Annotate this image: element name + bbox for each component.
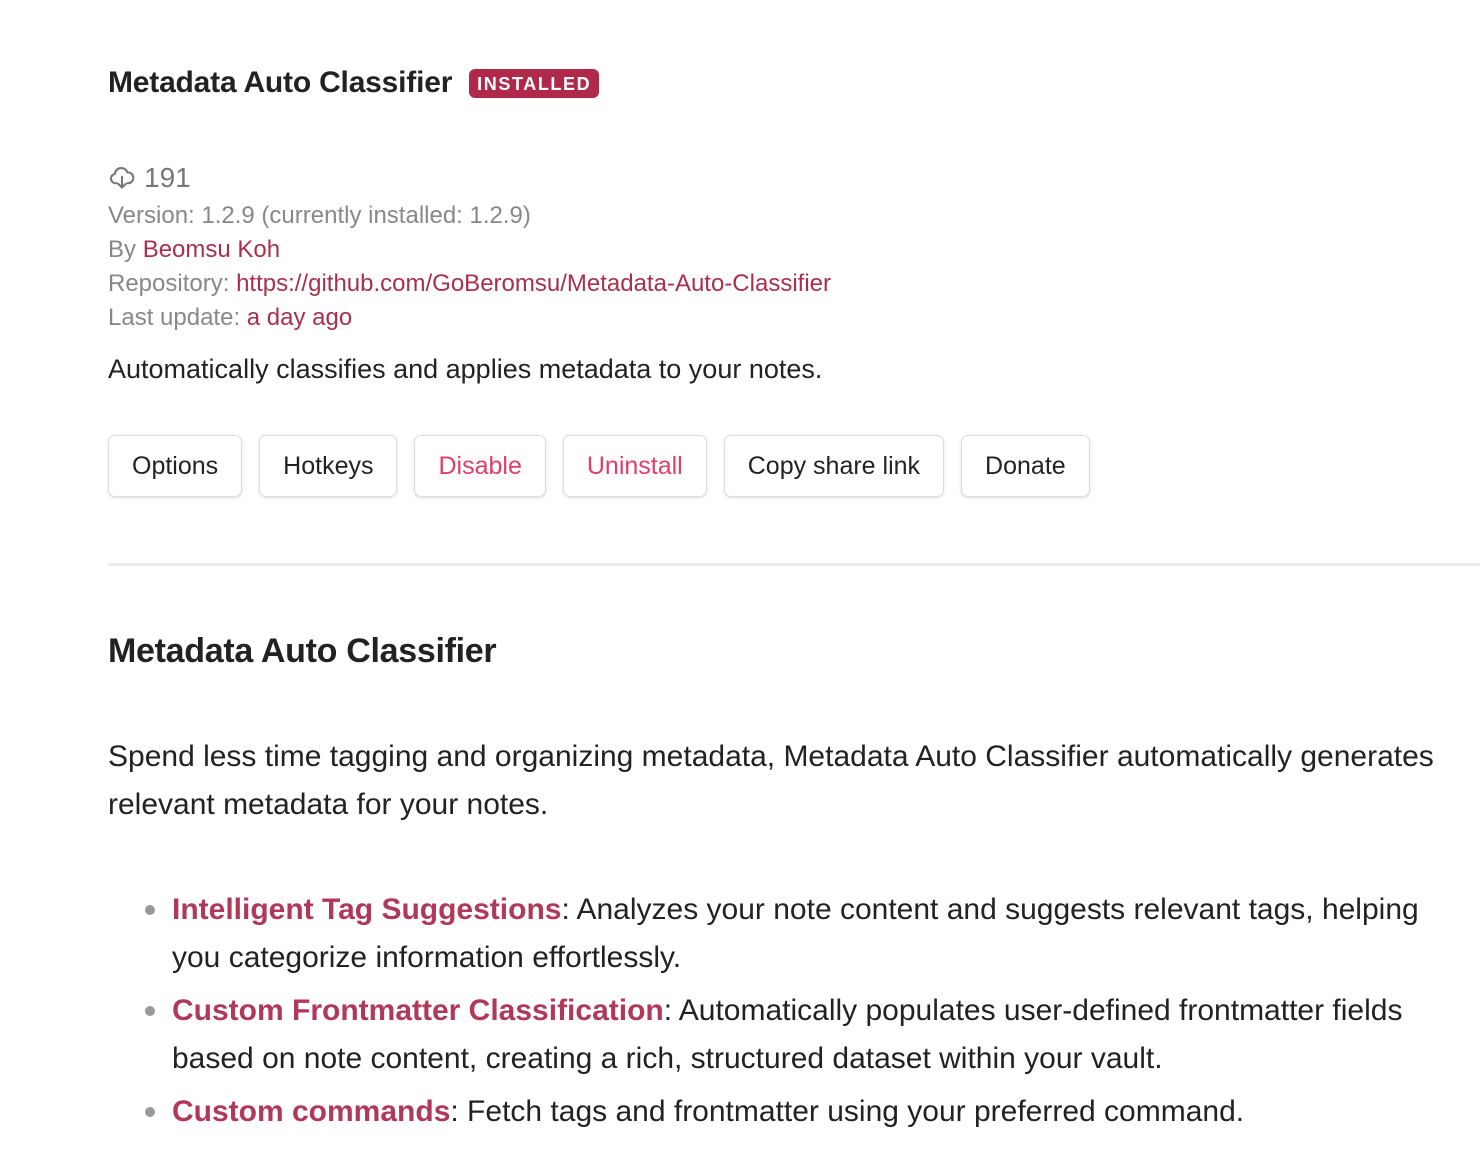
plugin-actions <box>108 435 1090 497</box>
list-item <box>108 1088 1448 1136</box>
installed-badge: INSTALLED <box>469 69 599 98</box>
download-count <box>108 162 191 194</box>
plugin-title: Metadata Auto Classifier <box>108 66 453 99</box>
uninstall-button[interactable]: Uninstall <box>563 435 707 497</box>
list-item <box>108 886 1448 982</box>
bullet-icon <box>145 1107 155 1117</box>
donate-button[interactable]: Donate <box>961 435 1090 497</box>
repository-info <box>108 270 831 298</box>
author-prefix: By <box>108 236 143 263</box>
list-item <box>108 987 1448 1083</box>
readme-intro: Spend less time tagging and organizing metadata, Metadata Auto Classifier automatically generates relevant metadata for your notes. <box>108 740 1434 821</box>
hotkeys-button[interactable]: Hotkeys <box>259 435 397 497</box>
options-button[interactable]: Options <box>108 435 242 497</box>
bullet-icon <box>145 905 155 915</box>
feature-link-custom-commands[interactable]: Custom commands <box>172 1095 451 1128</box>
last-update-label: Last update: <box>108 304 247 331</box>
version-info: Version: 1.2.9 (currently installed: 1.2.9) <box>108 202 531 229</box>
last-update-link[interactable]: a day ago <box>246 304 353 331</box>
repository-link[interactable]: https://github.com/GoBeromsu/Metadata-Auto-Classifier <box>236 270 831 297</box>
feature-text: : Fetch tags and frontmatter using your preferred command. <box>450 1095 1245 1128</box>
feature-list <box>108 886 1448 1141</box>
disable-button[interactable]: Disable <box>414 435 545 497</box>
plugin-description: Automatically classifies and applies metadata to your notes. <box>108 354 823 384</box>
bullet-icon <box>145 1006 155 1016</box>
repository-label: Repository: <box>108 270 237 297</box>
download-count-value: 191 <box>144 162 191 193</box>
author-link[interactable]: Beomsu Koh <box>142 236 281 263</box>
section-divider <box>108 563 1480 566</box>
feature-text: : Automatically populates user-defined frontmatter fields based on note content, creating a rich, structured dataset within your vault. <box>172 994 1403 1075</box>
feature-link-custom-frontmatter-classification[interactable]: Custom Frontmatter Classification <box>172 994 664 1027</box>
cloud-download-icon <box>108 164 136 192</box>
last-update-info <box>108 304 352 332</box>
copy-share-link-button[interactable]: Copy share link <box>724 435 944 497</box>
author-info <box>108 236 280 264</box>
feature-text: : Analyzes your note content and suggests relevant tags, helping you categorize information effortlessly. <box>172 893 1419 974</box>
feature-link-intelligent-tag-suggestions[interactable]: Intelligent Tag Suggestions <box>172 893 562 926</box>
plugin-header <box>108 66 599 100</box>
readme-title: Metadata Auto Classifier <box>108 632 497 670</box>
